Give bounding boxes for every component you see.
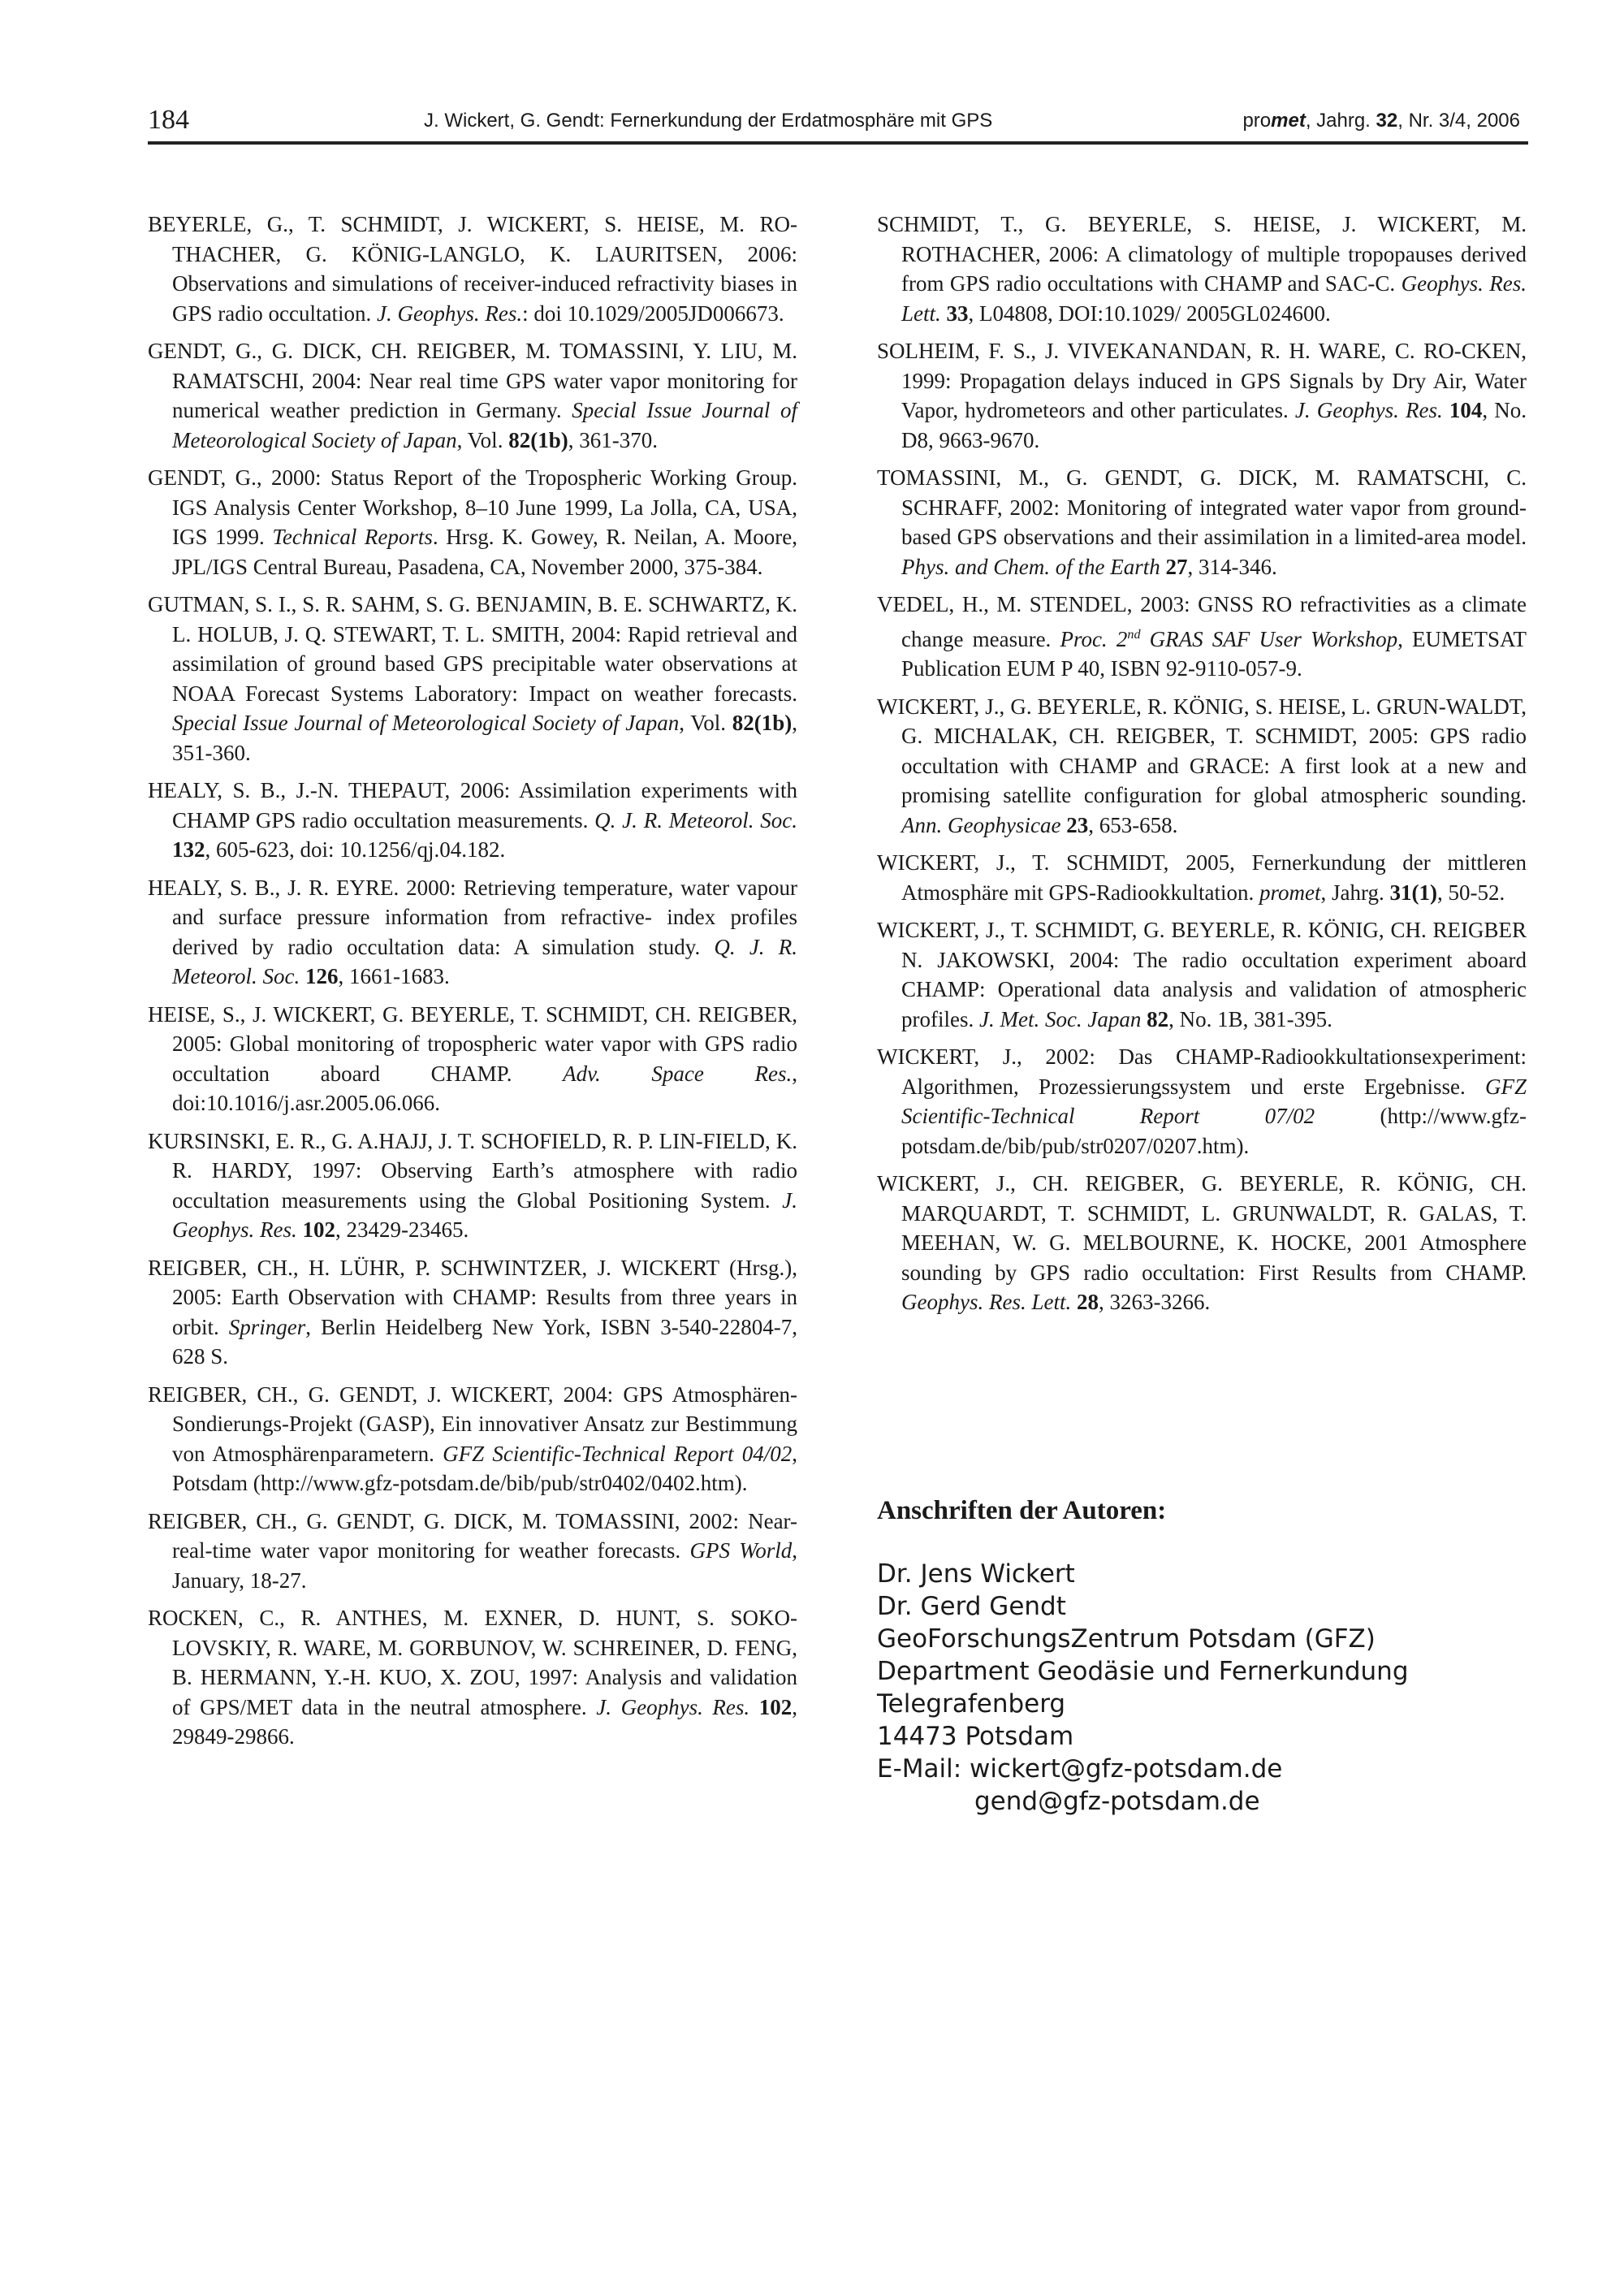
journal-name-pre: pro	[1242, 110, 1272, 132]
reference-entry	[877, 915, 1527, 1034]
address-line: GeoForschungsZentrum Potsdam (GFZ)	[877, 1624, 1376, 1654]
reference-segment	[941, 301, 947, 326]
reference-segment: J. Met. Soc. Japan	[978, 1006, 1142, 1031]
reference-entry	[148, 1507, 797, 1596]
reference-entry	[148, 776, 797, 865]
reference-segment: Special Issue Journal of Meteorological Society of Japan	[172, 711, 680, 735]
reference-entry	[877, 692, 1527, 841]
reference-segment: , 29849-29866.	[172, 1694, 797, 1749]
author-address-block	[877, 1558, 1527, 1818]
reference-entry	[877, 848, 1527, 907]
reference-segment: GFZ Scientific-Technical Report 07/02	[901, 1074, 1527, 1128]
reference-segment: , 50-52.	[1436, 880, 1505, 905]
reference-segment: 132	[172, 837, 205, 862]
reference-segment: (http://www.gfz-potsdam.de/bib/pub/str0207/0207.htm).	[901, 1104, 1527, 1158]
reference-segment: . Hrsg. K. Gowey, R. Neilan, A. Moore, JPL/IGS Central Bureau, Pasadena, CA, November 2000, 375-384.	[172, 525, 797, 579]
journal-volume: 32	[1376, 110, 1398, 132]
reference-segment: 82	[1147, 1006, 1169, 1031]
reference-segment: GENDT, G., 2000: Status Report of the Tropospheric Working Group. IGS Analysis Center Workshop, 8–10 June 1999, La Jolla, CA, USA, IGS 1999.	[148, 465, 797, 549]
reference-segment: WICKERT, J., 2002: Das CHAMP-Radiookkultationsexperiment: Algorithmen, Prozessierungssystem und erste Ergebnisse.	[877, 1044, 1527, 1099]
reference-entry	[877, 590, 1527, 684]
reference-segment: REIGBER, CH., G. GENDT, G. DICK, M. TOMASSINI, 2002: Near-real-time water vapor monitoring for weather forecasts.	[148, 1508, 797, 1563]
reference-segment: 126	[304, 964, 339, 988]
reference-segment: , Jahrg.	[1320, 880, 1390, 905]
reference-segment: promet	[1259, 880, 1321, 905]
reference-entry	[148, 1380, 797, 1498]
reference-segment: J. Geophys. Res.	[1294, 398, 1443, 422]
reference-segment: Geophys. Res. Lett.	[901, 271, 1527, 326]
reference-entry	[148, 463, 797, 582]
reference-segment: , 653-658.	[1088, 812, 1178, 837]
reference-segment: , 3263-3266.	[1098, 1290, 1211, 1314]
reference-segment: nd	[1127, 626, 1141, 642]
reference-segment: , No. 1B, 381-395.	[1168, 1006, 1332, 1031]
reference-segment: 104	[1449, 398, 1483, 422]
reference-entry	[148, 590, 797, 767]
reference-segment	[1071, 1290, 1077, 1314]
reference-segment: 23	[1066, 812, 1089, 837]
reference-segment: HEALY, S. B., J.-N. THEPAUT, 2006: Assimilation experiments with CHAMP GPS radio occultation measurements.	[148, 778, 797, 832]
reference-segment: HEALY, S. B., J. R. EYRE. 2000: Retrieving temperature, water vapour and surface pressure information from refractive- index profiles derived by radio occultation data: A simulation study.	[148, 875, 797, 959]
reference-entry	[877, 1042, 1527, 1161]
reference-segment: : doi 10.1029/2005JD006673.	[522, 301, 784, 326]
reference-segment: , 23429-23465.	[335, 1217, 469, 1242]
reference-segment: BEYERLE, G., T. SCHMIDT, J. WICKERT, S. HEISE, M. RO-THACHER, G. KÖNIG-LANGLO, K. LAURITSEN, 2006: Observations and simulations of receiver-induced refractivity biases in GPS radio occultation.	[148, 212, 797, 326]
address-line: Telegrafenberg	[877, 1689, 1066, 1719]
reference-segment: Q. J. R. Meteorol. Soc.	[172, 934, 797, 988]
journal-info	[1242, 109, 1520, 133]
reference-segment: WICKERT, J., T. SCHMIDT, 2005, Fernerkundung der mittleren Atmosphäre mit GPS-Radiookkultation.	[877, 850, 1527, 905]
reference-segment: HEISE, S., J. WICKERT, G. BEYERLE, T. SCHMIDT, CH. REIGBER, 2005: Global monitoring of tropospheric water vapor with GPS radio occultation aboard CHAMP.	[148, 1001, 797, 1086]
reference-segment: 31(1)	[1389, 880, 1437, 905]
reference-segment: 33	[946, 301, 969, 326]
authors-heading: Anschriften der Autoren:	[877, 1496, 1167, 1525]
reference-segment	[1443, 398, 1449, 422]
journal-issue: , Nr. 3/4, 2006	[1397, 110, 1520, 132]
reference-entry	[148, 1603, 797, 1752]
page-number: 184	[148, 105, 189, 135]
reference-entry	[148, 210, 797, 328]
reference-segment: , L04808, DOI:10.1029/ 2005GL024600.	[968, 301, 1331, 326]
reference-segment: , 605-623, doi: 10.1256/qj.04.182.	[205, 837, 506, 862]
reference-segment: , January, 18-27.	[172, 1538, 797, 1593]
reference-segment: , 361-370.	[568, 427, 658, 452]
reference-segment: , EUMETSAT Publication EUM P 40, ISBN 92-9110-057-9.	[901, 626, 1527, 681]
reference-entry	[148, 1000, 797, 1118]
reference-segment: WICKERT, J., T. SCHMIDT, G. BEYERLE, R. KÖNIG, CH. REIGBER N. JAKOWSKI, 2004: The radio occultation experiment aboard CHAMP: Operational data analysis and validation of atmospheric profiles.	[877, 918, 1527, 1031]
reference-segment: 27	[1165, 554, 1188, 579]
reference-segment: ROCKEN, C., R. ANTHES, M. EXNER, D. HUNT, S. SOKO-LOVSKIY, R. WARE, M. GORBUNOV, W. SCHREINER, D. FENG, B. HERMANN, Y.-H. KUO, X. ZOU, 1997: Analysis and validation of GPS/MET data in the neutral atmosphere.	[148, 1606, 797, 1719]
reference-segment: J. Geophys. Res.	[172, 1187, 797, 1242]
reference-segment: 82(1b)	[732, 711, 793, 735]
reference-segment: WICKERT, J., G. BEYERLE, R. KÖNIG, S. HEISE, L. GRUN-WALDT, G. MICHALAK, CH. REIGBER, T. SCHMIDT, 2005: GPS radio occultation with CHAMP and GRACE: A first look at a new and promising satellite configuration for global atmospheric sounding.	[877, 694, 1527, 807]
reference-segment: WICKERT, J., CH. REIGBER, G. BEYERLE, R. KÖNIG, CH. MARQUARDT, T. SCHMIDT, L. GRUNWALDT, R. GALAS, T. MEEHAN, W. G. MELBOURNE, K. HOCKE, 2001 Atmosphere sounding by GPS radio occultation: First Results from CHAMP.	[877, 1171, 1527, 1285]
reference-segment: , 314-346.	[1187, 554, 1277, 579]
reference-segment	[749, 1695, 759, 1719]
reference-entry	[877, 336, 1527, 455]
reference-segment: TOMASSINI, M., G. GENDT, G. DICK, M. RAMATSCHI, C. SCHRAFF, 2002: Monitoring of integrated water vapor from ground-based GPS observations and their assimilation in a limited-area model.	[877, 465, 1527, 549]
reference-segment: KURSINSKI, E. R., G. A.HAJJ, J. T. SCHOFIELD, R. P. LIN-FIELD, K. R. HARDY, 1997: Observing Earth’s atmosphere with radio occultation measurements using the Global Positioning System.	[148, 1128, 797, 1213]
reference-segment: 102	[758, 1694, 793, 1719]
reference-entry	[148, 1126, 797, 1245]
reference-segment	[300, 964, 305, 988]
reference-entry	[148, 336, 797, 455]
email-address-2: gend@gfz-potsdam.de	[974, 1787, 1260, 1816]
address-line: Dr. Gerd Gendt	[877, 1592, 1066, 1621]
reference-entry	[877, 1169, 1527, 1317]
reference-entry	[877, 210, 1527, 328]
reference-segment: , Vol.	[456, 427, 509, 452]
reference-segment: Geophys. Res. Lett.	[901, 1290, 1072, 1314]
reference-segment: J. Geophys. Res.	[596, 1694, 750, 1719]
reference-segment: 102	[302, 1217, 335, 1242]
address-line: E-Mail: wickert@gfz-potsdam.de	[877, 1754, 1283, 1784]
reference-segment: , No. D8, 9663-9670.	[901, 398, 1527, 452]
reference-segment: 28	[1076, 1290, 1099, 1314]
references-left-column	[148, 210, 797, 1760]
reference-segment: Springer	[228, 1314, 306, 1339]
reference-segment: Adv. Space Res.	[563, 1061, 793, 1086]
running-title: J. Wickert, G. Gendt: Fernerkundung der Erdatmosphäre mit GPS	[424, 110, 993, 132]
reference-segment: , doi:10.1016/j.asr.2005.06.066.	[172, 1061, 797, 1115]
reference-segment: , Potsdam (http://www.gfz-potsdam.de/bib/pub/str0402/0402.htm).	[172, 1441, 798, 1495]
reference-segment: GPS World	[689, 1538, 793, 1563]
reference-segment: Ann. Geophysicae	[901, 812, 1061, 837]
journal-jahrg: , Jahrg.	[1305, 110, 1376, 132]
reference-segment: , 1661-1683.	[338, 964, 450, 988]
reference-segment: GENDT, G., G. DICK, CH. REIGBER, M. TOMASSINI, Y. LIU, M. RAMATSCHI, 2004: Near real time GPS water vapor monitoring for numerical weather prediction in Germany.	[148, 339, 797, 422]
reference-segment: , 351-360.	[172, 711, 797, 765]
reference-segment: Special Issue Journal of Meteorological Society of Japan	[172, 398, 797, 452]
reference-entry	[877, 463, 1527, 582]
reference-segment: Q. J. R. Meteorol. Soc.	[594, 807, 797, 832]
reference-segment: GFZ Scientific-Technical Report 04/02	[443, 1441, 793, 1466]
reference-segment: VEDEL, H., M. STENDEL, 2003: GNSS RO refractivities as a climate change measure.	[877, 592, 1527, 651]
reference-segment: GUTMAN, S. I., S. R. SAHM, S. G. BENJAMIN, B. E. SCHWARTZ, K. L. HOLUB, J. Q. STEWART, T. L. SMITH, 2004: Rapid retrieval and assimilation of ground based GPS precipitable water observations at NOAA Forecast Systems Laboratory: Impact on weather forecasts.	[148, 592, 797, 706]
reference-segment: GRAS SAF User Workshop	[1140, 626, 1398, 651]
reference-entry	[148, 1253, 797, 1372]
address-line: Department Geodäsie und Fernerkundung	[877, 1657, 1409, 1686]
journal-name-met: met	[1271, 110, 1306, 132]
reference-segment: 82(1b)	[508, 427, 568, 452]
reference-segment: SOLHEIM, F. S., J. VIVEKANANDAN, R. H. WARE, C. RO-CKEN, 1999: Propagation delays induced in GPS Signals by Dry Air, Water Vapor, hydrometeors and other particulates.	[877, 339, 1527, 422]
reference-entry	[148, 873, 797, 992]
reference-segment: Technical Reports	[272, 525, 433, 549]
address-line: Dr. Jens Wickert	[877, 1559, 1075, 1589]
references-right-column	[877, 210, 1527, 1325]
reference-segment: , Berlin Heidelberg New York, ISBN 3-540-22804-7, 628 S.	[172, 1314, 797, 1369]
reference-segment: SCHMIDT, T., G. BEYERLE, S. HEISE, J. WICKERT, M. ROTHACHER, 2006: A climatology of multiple tropopauses derived from GPS radio occultations with CHAMP and SAC-C.	[877, 212, 1527, 296]
reference-segment: , Vol.	[679, 711, 732, 735]
page-header	[148, 104, 1528, 145]
reference-segment: J. Geophys. Res.	[376, 301, 523, 326]
reference-segment: REIGBER, CH., G. GENDT, J. WICKERT, 2004: GPS Atmosphären-Sondierungs-Projekt (GASP), Ein innovativer Ansatz zur Bestimmung von Atmosphärenparametern.	[148, 1381, 797, 1466]
address-line: 14473 Potsdam	[877, 1722, 1074, 1751]
reference-segment: REIGBER, CH., H. LÜHR, P. SCHWINTZER, J. WICKERT (Hrsg.), 2005: Earth Observation with CHAMP: Results from three years in orbit.	[148, 1255, 797, 1339]
reference-segment: Phys. and Chem. of the Earth	[901, 554, 1160, 579]
reference-segment: Proc. 2	[1060, 626, 1128, 651]
